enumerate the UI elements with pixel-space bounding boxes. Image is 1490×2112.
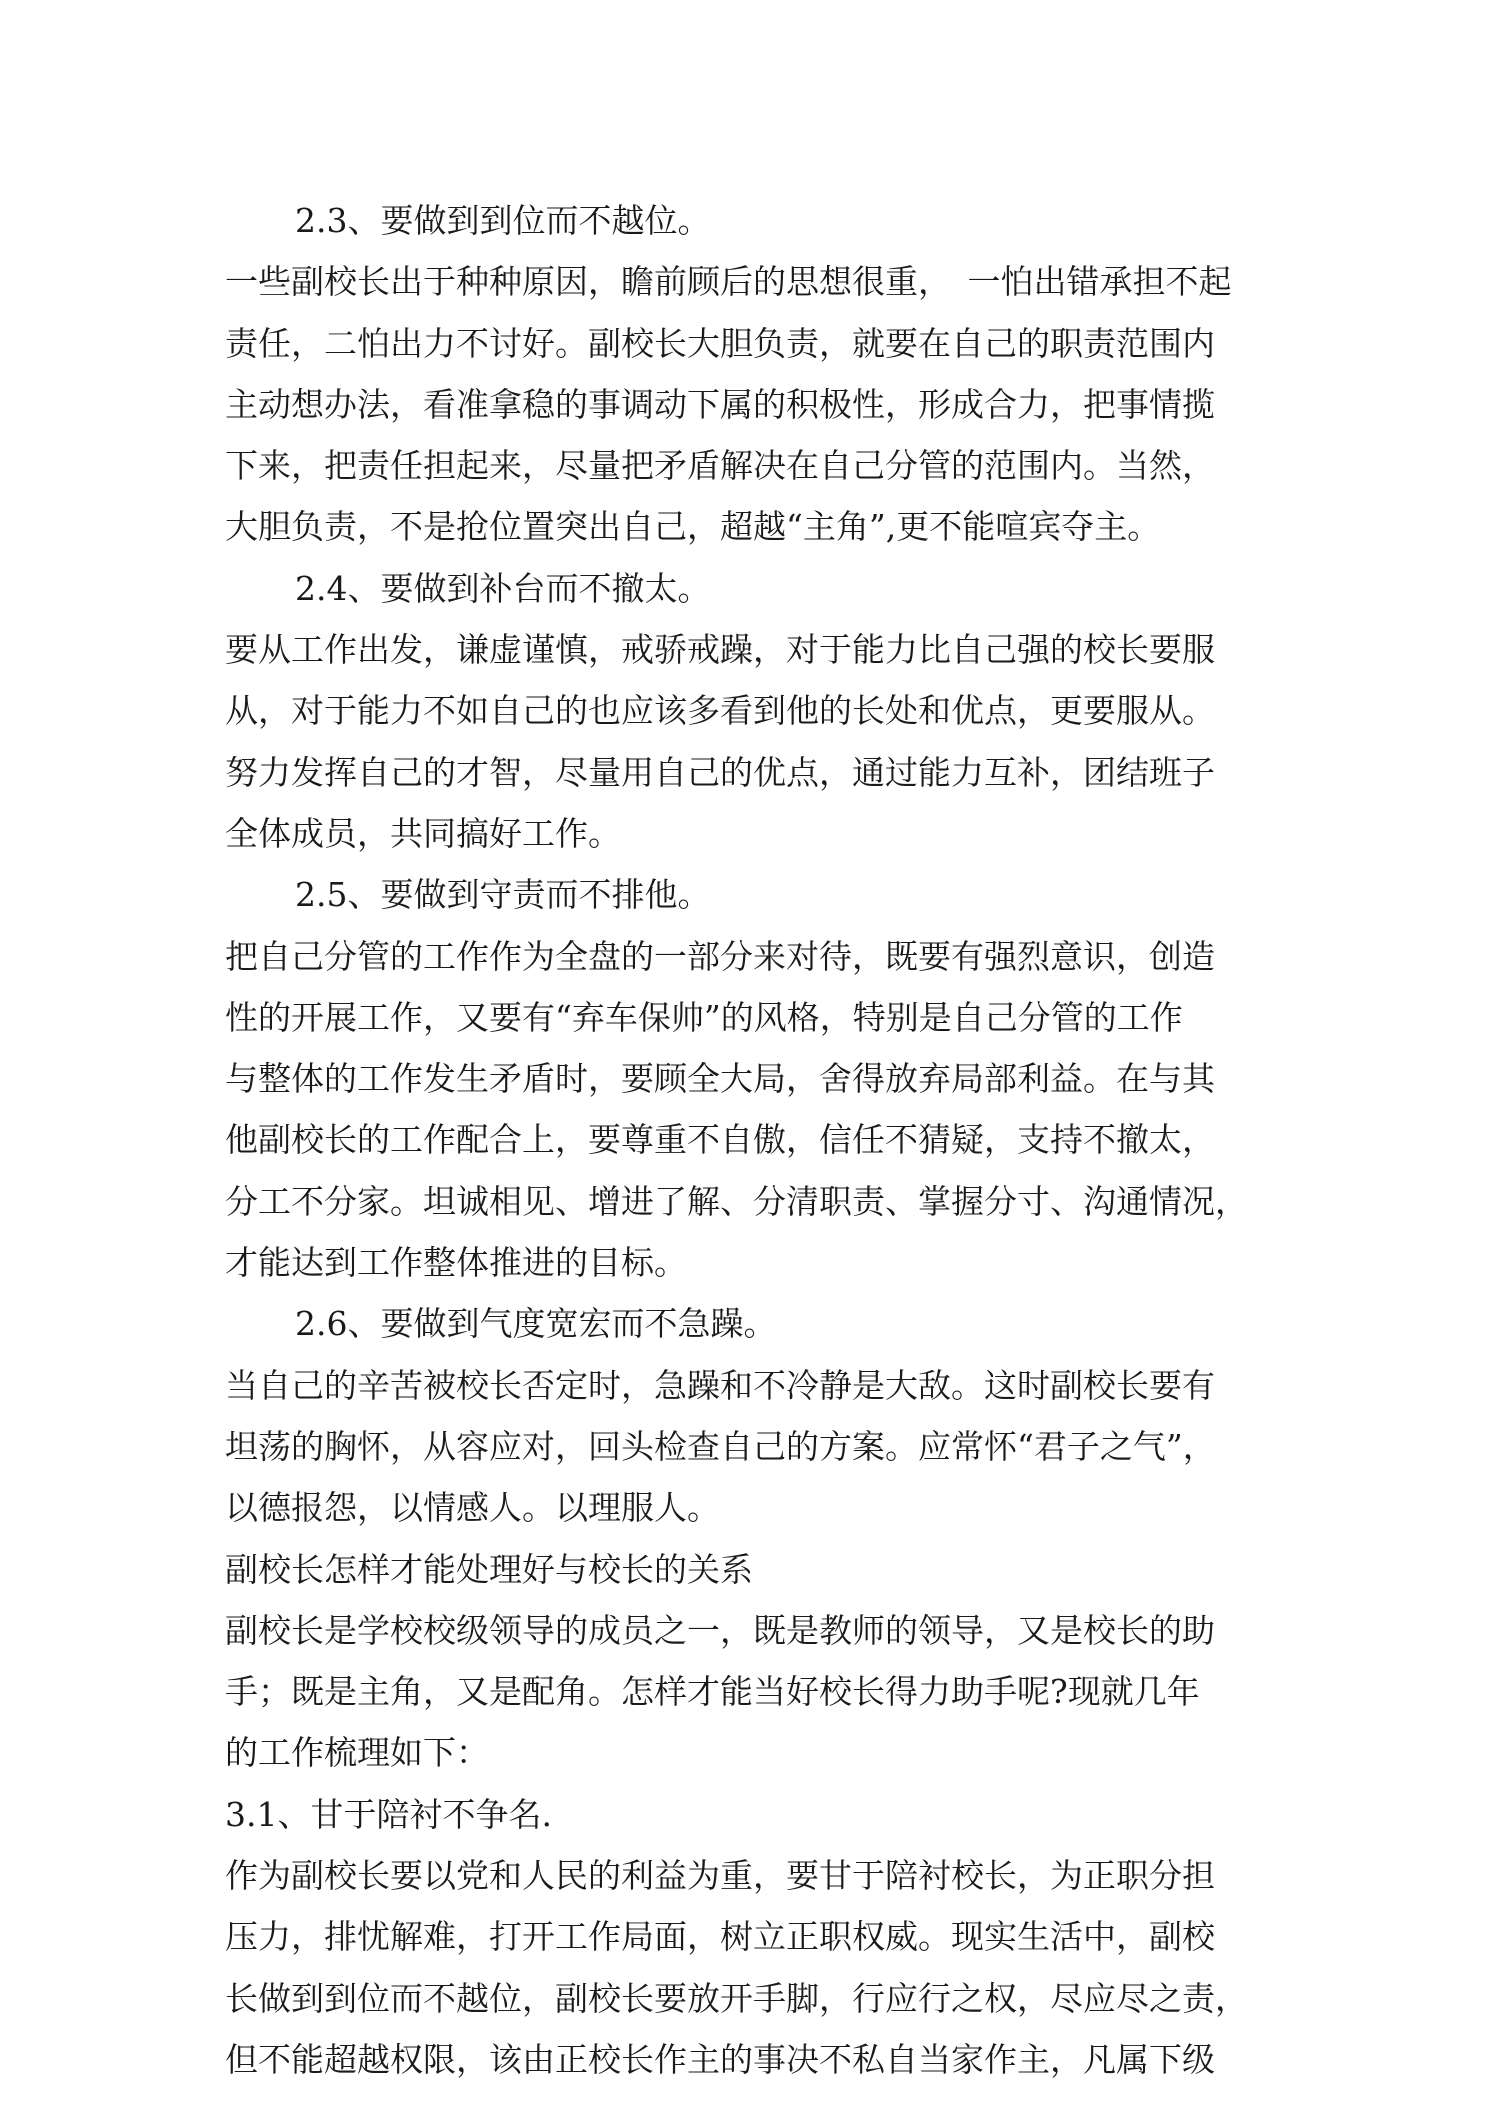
paragraph-line: 努力发挥自己的才智，尽量用自己的优点，通过能力互补，团结班子 xyxy=(225,752,1215,792)
paragraph-line: 坦荡的胸怀，从容应对，回头检查自己的方案。应常怀“君子之气”， xyxy=(225,1426,1216,1466)
document-page xyxy=(225,190,1285,2090)
section-heading-2-3: 2.3、要做到到位而不越位。 xyxy=(295,201,711,240)
paragraph-line: 下来，把责任担起来，尽量把矛盾解决在自己分管的范围内。当然， xyxy=(225,446,1215,486)
paragraph-line: 副校长是学校校级领导的成员之一，既是教师的领导，又是校长的助 xyxy=(225,1610,1215,1650)
paragraph-line: 从，对于能力不如自己的也应该多看到他的长处和优点，更要服从。 xyxy=(225,691,1215,731)
paragraph-line: 才能达到工作整体推进的目标。 xyxy=(225,1243,687,1283)
paragraph-line: 要从工作出发，谦虚谨慎，戒骄戒躁，对于能力比自己强的校长要服 xyxy=(225,630,1215,670)
section-heading-3-1: 3.1、甘于陪衬不争名. xyxy=(225,1794,552,1834)
paragraph-line: 一些副校长出于种种原因，瞻前顾后的思想很重， 一怕出错承担不起 xyxy=(225,262,1232,302)
paragraph-line: 与整体的工作发生矛盾时，要顾全大局，舍得放弃局部利益。在与其 xyxy=(225,1059,1215,1099)
paragraph-line: 当自己的辛苦被校长否定时，急躁和不冷静是大敌。这时副校长要有 xyxy=(225,1365,1215,1405)
paragraph-line: 他副校长的工作配合上，要尊重不自傲，信任不猜疑，支持不撤太， xyxy=(225,1120,1215,1160)
paragraph-line: 全体成员，共同搞好工作。 xyxy=(225,813,621,853)
paragraph-line: 但不能超越权限，该由正校长作主的事决不私自当家作主，凡属下级 xyxy=(225,2039,1215,2079)
section-heading-2-6: 2.6、要做到气度宽宏而不急躁。 xyxy=(295,1304,777,1344)
section-heading-2-4: 2.4、要做到补台而不撤太。 xyxy=(295,568,711,608)
paragraph-line: 的工作梳理如下： xyxy=(225,1733,489,1773)
paragraph-line: 分工不分家。坦诚相见、增进了解、分清职责、掌握分寸、沟通情况， xyxy=(225,1181,1248,1221)
paragraph-line: 把自己分管的工作作为全盘的一部分来对待，既要有强烈意识，创造 xyxy=(225,936,1215,976)
paragraph-line: 以德报怨，以情感人。以理服人。 xyxy=(225,1488,720,1528)
paragraph-line: 责任，二怕出力不讨好。副校长大胆负责，就要在自己的职责范围内 xyxy=(225,323,1215,363)
paragraph-line: 主动想办法，看准拿稳的事调动下属的积极性，形成合力，把事情揽 xyxy=(225,384,1215,424)
paragraph-line: 压力，排忧解难，打开工作局面，树立正职权威。现实生活中，副校 xyxy=(225,1917,1215,1957)
section-heading-2-5: 2.5、要做到守责而不排他。 xyxy=(295,875,711,915)
paragraph-line: 性的开展工作，又要有“弃车保帅”的风格，特别是自己分管的工作 xyxy=(225,997,1183,1037)
paragraph-line: 手；既是主角，又是配角。怎样才能当好校长得力助手呢?现就几年 xyxy=(225,1672,1200,1712)
paragraph-line: 大胆负责，不是抢位置突出自己，超越“主角”,更不能喧宾夺主。 xyxy=(225,507,1161,547)
section-heading: 副校长怎样才能处理好与校长的关系 xyxy=(225,1549,753,1589)
paragraph-line: 作为副校长要以党和人民的利益为重，要甘于陪衬校长，为正职分担 xyxy=(225,1856,1215,1896)
paragraph-line: 长做到到位而不越位，副校长要放开手脚，行应行之权，尽应尽之责， xyxy=(225,1978,1248,2018)
